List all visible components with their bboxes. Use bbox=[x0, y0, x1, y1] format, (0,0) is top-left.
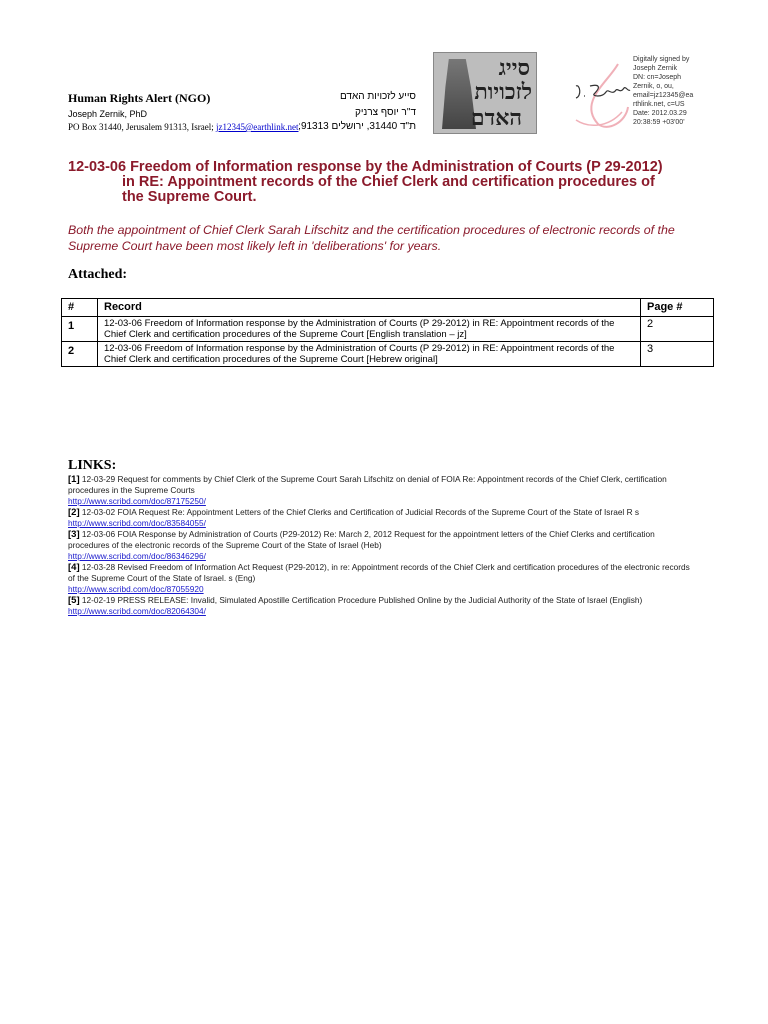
title-line-1: 12-03-06 Freedom of Information response by the Administration of Courts (P 29-2012) bbox=[68, 159, 663, 175]
records-table bbox=[61, 298, 714, 367]
address-line bbox=[68, 122, 299, 132]
logo-line-3: האדם bbox=[470, 105, 522, 131]
document-title bbox=[68, 160, 708, 205]
row-record: 12-03-06 Freedom of Information response by the Administration of Courts (P 29-2012) in RE: Appointment records of the Chief Clerk and certification procedures of the Supreme Court [Hebrew original] bbox=[98, 342, 641, 367]
link-item bbox=[68, 595, 698, 617]
link-ref: [3] bbox=[68, 529, 80, 540]
link-item bbox=[68, 562, 698, 595]
link-description: 12-03-06 FOIA Response by Administration of Courts (P29-2012) Re: March 2, 2012 Request for the appointment letters of the Chief Clerks and certification procedures of the electronic records of the Supreme Court of the State of Israel (Heb) bbox=[68, 529, 655, 550]
attached-heading: Attached: bbox=[68, 267, 128, 282]
title-line-2: in RE: Appointment records of the Chief Clerk and certification procedures of bbox=[122, 174, 655, 190]
row-num: 1 bbox=[62, 317, 98, 342]
summary-text: Both the appointment of Chief Clerk Sarah Lifschitz and the certification procedures of electronic records of the Supreme Court have been most likely left in 'deliberations' for years. bbox=[68, 223, 675, 253]
org-logo bbox=[433, 52, 537, 134]
link-description: 12-02-19 PRESS RELEASE: Invalid, Simulated Apostille Certification Procedure Published Online by the Judicial Authority of the State of Israel (English) bbox=[79, 595, 643, 605]
digital-signature-block: Digitally signed by Joseph Zernik DN: cn=Joseph Zernik, o, ou, email=jz12345@ea rthlink.net, c=US Date: 2012.03.29 20:38:59 +03'00' bbox=[633, 56, 694, 126]
table-row bbox=[62, 342, 714, 367]
link-ref: [1] bbox=[68, 474, 80, 485]
link-ref: [2] bbox=[68, 507, 80, 518]
link-item bbox=[68, 507, 698, 529]
link-url[interactable]: http://www.scribd.com/doc/87055920 bbox=[68, 584, 204, 594]
link-url[interactable]: http://www.scribd.com/doc/82064304/ bbox=[68, 606, 206, 616]
row-record: 12-03-06 Freedom of Information response by the Administration of Courts (P 29-2012) in RE: Appointment records of the Chief Clerk and certification procedures of the Supreme Court [English translation – jz] bbox=[98, 317, 641, 342]
link-ref: [4] bbox=[68, 562, 80, 573]
title-line-3: the Supreme Court. bbox=[122, 189, 257, 205]
link-description: 12-03-02 FOIA Request Re: Appointment Letters of the Chief Clerks and Certification of Judicial Records of the Supreme Court of the State of Israel R s bbox=[79, 507, 640, 517]
hebrew-address: ת"ד 31440, ירושלים 91313; bbox=[298, 121, 416, 132]
logo-line-2: לזכויות bbox=[474, 79, 532, 105]
link-ref: [5] bbox=[68, 595, 80, 606]
link-item bbox=[68, 474, 698, 507]
logo-line-1: סייג bbox=[498, 55, 530, 81]
person-name: Joseph Zernik, PhD bbox=[68, 109, 148, 119]
hebrew-org-name: סייע לזכויות האדם bbox=[339, 91, 416, 102]
org-name: Human Rights Alert (NGO) bbox=[68, 91, 211, 105]
link-url[interactable]: http://www.scribd.com/doc/83584055/ bbox=[68, 518, 206, 528]
row-num: 2 bbox=[62, 342, 98, 367]
link-url[interactable]: http://www.scribd.com/doc/86346296/ bbox=[68, 551, 206, 561]
row-page: 3 bbox=[641, 342, 714, 367]
link-description: 12-03-29 Request for comments by Chief Clerk of the Supreme Court Sarah Lifschitz on denial of FOIA Re: Appointment records of the Chief Clerk, certification procedures in the Supreme Courts bbox=[68, 474, 667, 495]
links-list bbox=[68, 474, 698, 617]
link-item bbox=[68, 529, 698, 562]
header-record: Record bbox=[98, 299, 641, 317]
handwritten-signature bbox=[572, 80, 632, 104]
table-header-row bbox=[62, 299, 714, 317]
address-text: PO Box 31440, Jerusalem 91313, Israel; bbox=[68, 122, 214, 132]
table-row bbox=[62, 317, 714, 342]
link-description: 12-03-28 Revised Freedom of Information Act Request (P29-2012), in re: Appointment records of the Chief Clerk and certification procedures of the electronic records of the Supreme Court of the State of Israel. s (Eng) bbox=[68, 562, 690, 583]
header-page: Page # bbox=[641, 299, 714, 317]
hebrew-person-name: ד"ר יוסף צרניק bbox=[354, 107, 416, 118]
email-link[interactable]: jz12345@earthlink.net bbox=[215, 122, 299, 132]
header-num: # bbox=[62, 299, 98, 317]
row-page: 2 bbox=[641, 317, 714, 342]
links-heading: LINKS: bbox=[68, 458, 117, 473]
link-url[interactable]: http://www.scribd.com/doc/87175250/ bbox=[68, 496, 206, 506]
